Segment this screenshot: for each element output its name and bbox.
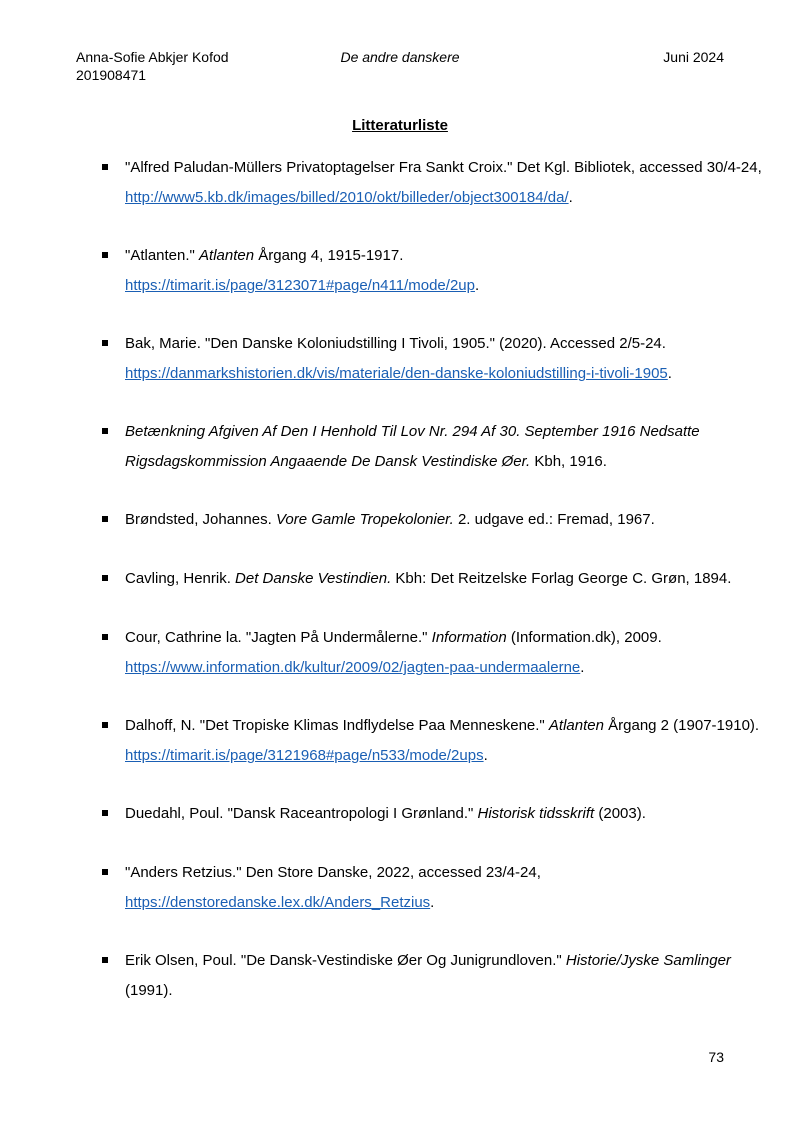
reference-segment: . bbox=[667, 365, 672, 382]
reference-link[interactable]: https://timarit.is/page/3123071#page/n411/mode/2up bbox=[125, 277, 475, 294]
reference-segment: Duedahl, Poul. "Dansk Raceantropologi I Grønland." bbox=[125, 805, 478, 822]
reference-segment: (Information.dk), 2009. bbox=[506, 629, 662, 646]
reference-text bbox=[125, 946, 775, 1006]
reference-segment: Brøndsted, Johannes. bbox=[125, 511, 276, 528]
reference-entry bbox=[76, 564, 775, 594]
reference-italic-title: Information bbox=[431, 629, 507, 646]
reference-link[interactable]: https://timarit.is/page/3121968#page/n533/mode/2ups bbox=[125, 747, 484, 764]
reference-segment: Årgang 4, 1915-1917. bbox=[254, 247, 404, 264]
reference-segment: Årgang 2 (1907-1910). bbox=[603, 717, 760, 734]
reference-link[interactable]: http://www5.kb.dk/images/billed/2010/okt/billeder/object300184/da/ bbox=[125, 189, 569, 206]
bullet-icon bbox=[102, 428, 108, 434]
student-id: 201908471 bbox=[76, 67, 147, 83]
author-name: Anna-Sofie Abkjer Kofod bbox=[76, 49, 229, 65]
reference-text bbox=[125, 711, 775, 771]
reference-italic-title: Atlanten bbox=[548, 717, 604, 734]
reference-segment: . bbox=[483, 747, 488, 764]
reference-segment: . bbox=[568, 189, 573, 206]
reference-segment: Bak, Marie. "Den Danske Koloniudstilling I Tivoli, 1905." (2020). Accessed 2/5-24. bbox=[125, 335, 666, 352]
bullet-icon bbox=[102, 634, 108, 640]
reference-entry bbox=[76, 799, 775, 829]
reference-segment: Kbh: Det Reitzelske Forlag George C. Grøn, 1894. bbox=[391, 570, 732, 587]
reference-italic-title: Atlanten bbox=[199, 247, 255, 264]
reference-entry bbox=[76, 153, 775, 213]
reference-entry bbox=[76, 711, 775, 771]
reference-segment: . bbox=[430, 894, 435, 911]
reference-segment: . bbox=[474, 277, 480, 294]
reference-text bbox=[125, 799, 775, 829]
reference-italic-title: Det Danske Vestindien. bbox=[235, 570, 392, 587]
reference-text bbox=[125, 241, 775, 301]
bullet-icon bbox=[102, 252, 108, 258]
reference-link[interactable]: https://danmarkshistorien.dk/vis/materiale/den-danske-koloniudstilling-i-tivoli-1905 bbox=[125, 365, 668, 382]
bullet-icon bbox=[102, 516, 108, 522]
reference-segment: 2. udgave ed.: Fremad, 1967. bbox=[453, 511, 655, 528]
page-number: 73 bbox=[708, 1049, 724, 1065]
reference-entry bbox=[76, 946, 775, 1006]
reference-italic-title: Betænkning Afgiven Af Den I Henhold Til Lov Nr. 294 Af 30. September 1916 Nedsatte Rigsdagskommission Angaaende De Dansk Vestindiske Øer. bbox=[125, 423, 700, 470]
reference-entry bbox=[76, 858, 775, 918]
reference-entry bbox=[76, 417, 775, 477]
reference-segment: (1991). bbox=[125, 982, 173, 999]
reference-text bbox=[125, 564, 775, 594]
reference-segment: Cour, Cathrine la. "Jagten På Undermålerne." bbox=[125, 629, 432, 646]
reference-segment: "Atlanten." bbox=[125, 247, 200, 264]
reference-entry bbox=[76, 329, 775, 389]
bullet-icon bbox=[102, 957, 108, 963]
reference-text bbox=[125, 858, 775, 918]
bullet-icon bbox=[102, 722, 108, 728]
reference-text bbox=[125, 623, 775, 683]
reference-segment: (2003). bbox=[594, 805, 646, 822]
reference-segment: . bbox=[580, 659, 585, 676]
bullet-icon bbox=[102, 340, 108, 346]
reference-segment: Erik Olsen, Poul. "De Dansk-Vestindiske Øer Og Junigrundloven." bbox=[125, 952, 566, 969]
reference-segment: "Anders Retzius." Den Store Danske, 2022, accessed 23/4-24, bbox=[125, 864, 541, 881]
reference-link[interactable]: https://denstoredanske.lex.dk/Anders_Retzius bbox=[125, 894, 431, 911]
reference-text bbox=[125, 153, 775, 213]
page-title: Litteraturliste bbox=[352, 117, 448, 134]
reference-segment: "Alfred Paludan-Müllers Privatoptagelser Fra Sankt Croix." Det Kgl. Bibliotek, accessed 30/4-24, bbox=[125, 159, 762, 176]
reference-italic-title: Vore Gamle Tropekolonier. bbox=[275, 511, 454, 528]
reference-entry bbox=[76, 241, 775, 301]
reference-text bbox=[125, 329, 775, 389]
document-title: De andre danskere bbox=[340, 49, 460, 65]
reference-link[interactable]: https://www.information.dk/kultur/2009/02/jagten-paa-undermaalerne bbox=[125, 659, 581, 676]
bullet-icon bbox=[102, 810, 108, 816]
bullet-icon bbox=[102, 575, 108, 581]
reference-entry bbox=[76, 623, 775, 683]
reference-italic-title: Historie/Jyske Samlinger bbox=[565, 952, 731, 969]
reference-segment: Kbh, 1916. bbox=[530, 453, 607, 470]
reference-text bbox=[125, 417, 775, 477]
bullet-icon bbox=[102, 164, 108, 170]
reference-text bbox=[125, 505, 775, 535]
reference-italic-title: Historisk tidsskrift bbox=[477, 805, 595, 822]
reference-segment: Cavling, Henrik. bbox=[125, 570, 236, 587]
header-date: Juni 2024 bbox=[663, 49, 724, 65]
bullet-icon bbox=[102, 869, 108, 875]
reference-segment: Dalhoff, N. "Det Tropiske Klimas Indflydelse Paa Menneskene." bbox=[125, 717, 549, 734]
reference-entry bbox=[76, 505, 775, 535]
